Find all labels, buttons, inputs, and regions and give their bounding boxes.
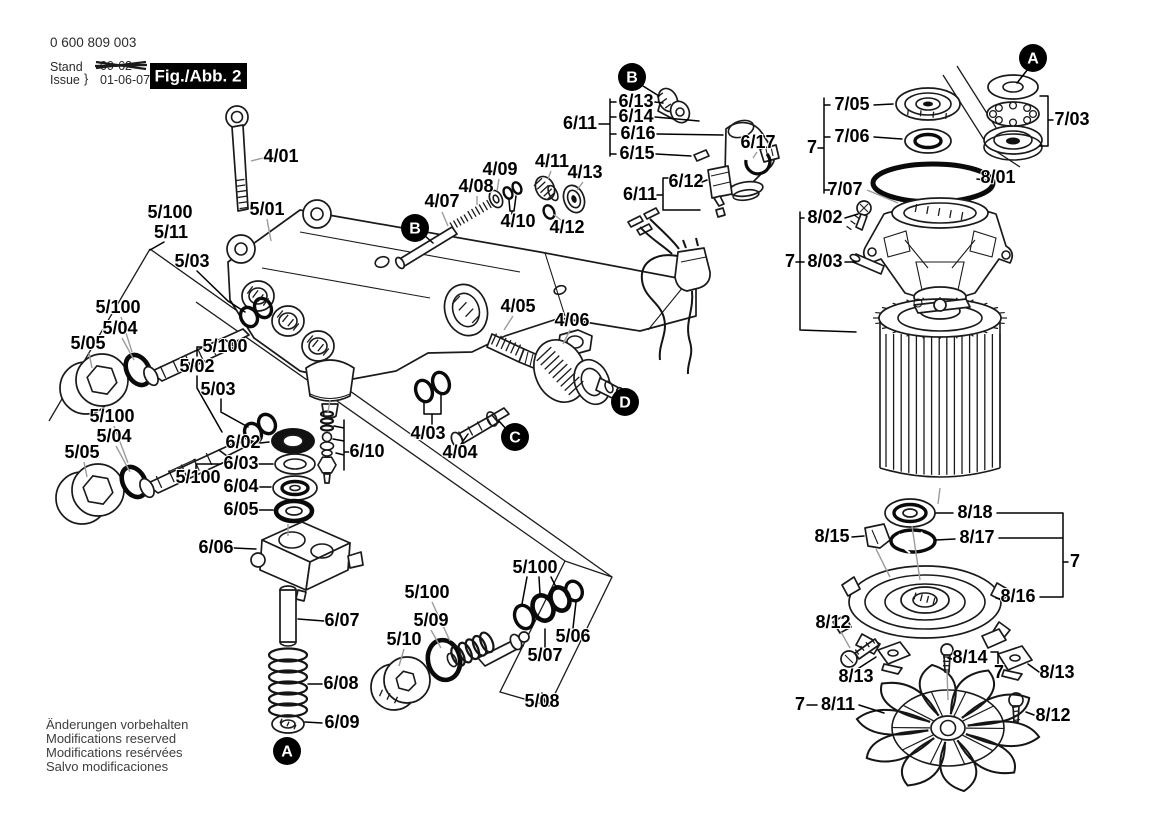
- brace: }: [84, 72, 89, 86]
- part-label-6-06-19: 6/06: [198, 536, 234, 557]
- part-label-5-06-28: 5/06: [555, 625, 591, 646]
- part-label-6-05-18: 6/05: [223, 498, 259, 519]
- end-bell-group: [833, 499, 1032, 722]
- part-label-8-11-71: 8/11: [820, 693, 856, 714]
- part-label-7-05-50: 7/05: [834, 93, 870, 114]
- part-label-4-01-0: 4/01: [263, 145, 299, 166]
- part-label-6-10-23: 6/10: [349, 440, 385, 461]
- note-de: Änderungen vorbehalten: [46, 717, 189, 732]
- issue-date: 01-06-07: [100, 73, 151, 87]
- part-label-6-16-44: 6/16: [620, 122, 656, 143]
- part-label-5-02-9: 5/02: [179, 355, 215, 376]
- part-label-5-01-1: 5/01: [249, 198, 285, 219]
- part-label-5-100-27: 5/100: [512, 556, 558, 577]
- part-label-6-03-16: 6/03: [223, 452, 259, 473]
- figure-label: Fig./Abb. 2: [154, 66, 242, 86]
- part-label-6-11-49: 6/11: [622, 183, 658, 204]
- part-label-5-09-25: 5/09: [413, 609, 449, 630]
- part-label-4-04-32: 4/04: [442, 441, 478, 462]
- part-label-5-03-10: 5/03: [200, 378, 236, 399]
- part-label-4-07-35: 4/07: [424, 190, 460, 211]
- part-label-8-12-69: 8/12: [1035, 704, 1071, 725]
- part-label-6-04-17: 6/04: [223, 475, 259, 496]
- pump-manifold-5-01: [227, 200, 696, 418]
- note-es: Salvo modificaciones: [46, 759, 169, 774]
- part-label-6-12-48: 6/12: [668, 170, 704, 191]
- part-label-7-62: 7: [1069, 550, 1081, 571]
- detail-marker-letter-B-1: B: [626, 69, 638, 87]
- motor-housing-7-07: [849, 198, 1012, 307]
- title-block: [50, 35, 247, 89]
- part-label-4-12-40: 4/12: [549, 216, 585, 237]
- part-label-8-13-65: 8/13: [838, 665, 874, 686]
- part-label-6-11-46: 6/11: [562, 112, 598, 133]
- part-label-8-16-63: 8/16: [1000, 585, 1036, 606]
- detail-marker-letter-A-5: A: [281, 743, 293, 761]
- part-label-4-11-39: 4/11: [534, 150, 570, 171]
- part-label-8-03-58: 8/03: [807, 250, 843, 271]
- piston-cartridge-5-07: [445, 579, 585, 668]
- part-label-6-15-45: 6/15: [619, 142, 655, 163]
- part-label-6-13-42: 6/13: [618, 90, 654, 111]
- motor-bearing-group: [873, 88, 993, 202]
- part-label-5-11-3: 5/11: [153, 221, 189, 242]
- part-number: 0 600 809 003: [50, 35, 137, 50]
- part-label-5-07-29: 5/07: [527, 644, 563, 665]
- note-en: Modifications reserved: [46, 731, 177, 746]
- diagram-artwork: [56, 75, 1042, 791]
- part-label-8-18-59: 8/18: [957, 501, 993, 522]
- part-label-5-100-14: 5/100: [175, 466, 221, 487]
- part-label-7-70: 7: [794, 693, 806, 714]
- part-label-4-13-41: 4/13: [567, 161, 603, 182]
- part-label-6-17-47: 6/17: [740, 131, 776, 152]
- part-label-4-10-38: 4/10: [500, 210, 536, 231]
- part-label-8-17-60: 8/17: [959, 526, 995, 547]
- detail-marker-letter-C-3: C: [509, 429, 521, 447]
- cheese-head-screw-4-01: [226, 106, 248, 211]
- part-label-5-100-5: 5/100: [95, 296, 141, 317]
- part-label-7-67: 7: [993, 661, 1005, 682]
- old-issue-date: 09-62: [100, 59, 132, 73]
- part-label-8-12-64: 8/12: [815, 611, 851, 632]
- hose-coupling-group: [487, 332, 627, 410]
- part-label-7-52: 7: [806, 136, 818, 157]
- part-label-5-100-11: 5/100: [89, 405, 135, 426]
- part-label-5-03-4: 5/03: [174, 250, 210, 271]
- part-label-5-05-7: 5/05: [70, 332, 106, 353]
- part-label-5-10-26: 5/10: [386, 628, 422, 649]
- legal-note: [46, 717, 188, 774]
- part-label-6-09-22: 6/09: [324, 711, 360, 732]
- part-label-8-02-56: 8/02: [807, 206, 843, 227]
- part-label-8-13-68: 8/13: [1039, 661, 1075, 682]
- detail-marker-letter-B-2: B: [409, 220, 421, 238]
- stand-label: Stand: [50, 60, 83, 74]
- part-label-4-05-33: 4/05: [500, 295, 536, 316]
- part-label-6-07-20: 6/07: [324, 609, 360, 630]
- armature-rotor: [879, 299, 1001, 477]
- part-label-5-100-24: 5/100: [404, 581, 450, 602]
- part-label-4-06-34: 4/06: [554, 309, 590, 330]
- part-label-5-04-6: 5/04: [102, 317, 138, 338]
- part-label-6-14-43: 6/14: [618, 105, 654, 126]
- part-label-6-02-15: 6/02: [225, 431, 261, 452]
- part-label-8-15-61: 8/15: [814, 525, 850, 546]
- detail-marker-letter-D-4: D: [619, 394, 631, 412]
- part-label-5-08-30: 5/08: [524, 690, 560, 711]
- part-label-8-14-66: 8/14: [952, 646, 988, 667]
- part-label-6-08-21: 6/08: [323, 672, 359, 693]
- part-label-4-08-36: 4/08: [458, 175, 494, 196]
- part-label-7-03-54: 7/03: [1054, 108, 1090, 129]
- part-label-4-09-37: 4/09: [482, 158, 518, 179]
- part-label-8-01-55: 8/01: [980, 166, 1016, 187]
- part-label-7-06-51: 7/06: [834, 125, 870, 146]
- part-label-5-100-8: 5/100: [202, 335, 248, 356]
- part-label-5-100-2: 5/100: [147, 201, 193, 222]
- detail-marker-letter-A-0: A: [1027, 50, 1039, 68]
- part-label-7-07-53: 7/07: [827, 178, 863, 199]
- part-label-5-04-12: 5/04: [96, 425, 132, 446]
- part-label-7-57: 7: [784, 250, 796, 271]
- part-label-5-05-13: 5/05: [64, 441, 100, 462]
- issue-label: Issue: [50, 73, 80, 87]
- part-label-4-03-31: 4/03: [410, 422, 446, 443]
- note-fr: Modifications resérvées: [46, 745, 183, 760]
